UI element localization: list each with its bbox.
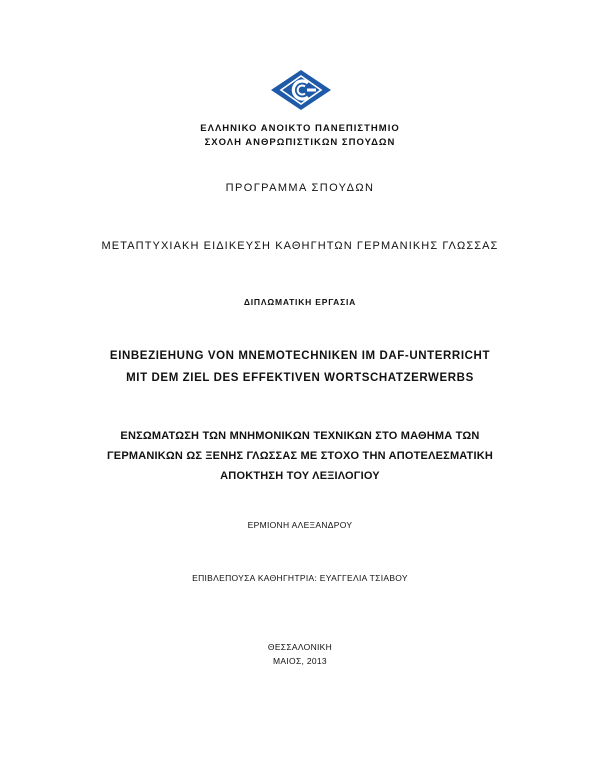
title-gr-line-2: ΓΕΡΜΑΝΙΚΩΝ ΩΣ ΞΕΝΗΣ ΓΛΩΣΣΑΣ ΜΕ ΣΤΟΧΟ ΤΗΝ ΑΠΟΤΕΛΕΣΜΑΤΙΚΗ — [106, 450, 494, 462]
program-heading: ΠΡΟΓΡΑΜΜΑ ΣΠΟΥΔΩΝ — [225, 182, 375, 194]
university-name: ΕΛΛΗΝΙΚΟ ΑΝΟΙΚΤΟ ΠΑΝΕΠΙΣΤΗΜΙΟ — [200, 123, 400, 134]
specialization-heading: ΜΕΤΑΠΤΥΧΙΑΚΗ ΕΙΔΙΚΕΥΣΗ ΚΑΘΗΓΗΤΩΝ ΓΕΡΜΑΝΙΚΗΣ ΓΛΩΣΣΑΣ — [101, 240, 499, 252]
author-name: ΕΡΜΙΟΝΗ ΑΛΕΞΑΝΔΡΟΥ — [247, 520, 353, 530]
title-de-line-1: EINBEZIEHUNG VON MNEMOTECHNIKEN IM DAF-UNTERRICHT — [109, 350, 491, 362]
school-name: ΣΧΟΛΗ ΑΝΘΡΩΠΙΣΤΙΚΩΝ ΣΠΟΥΔΩΝ — [204, 137, 396, 148]
title-gr-line-3: ΑΠΟΚΤΗΣΗ ΤΟΥ ΛΕΞΙΛΟΓΙΟΥ — [220, 470, 380, 482]
city: ΘΕΣΣΑΛΟΝΙΚΗ — [267, 642, 333, 652]
title-gr-line-1: ΕΝΣΩΜΑΤΩΣΗ ΤΩΝ ΜΝΗΜΟΝΙΚΩΝ ΤΕΧΝΙΚΩΝ ΣΤΟ ΜΑΘΗΜΑ ΤΩΝ — [120, 430, 480, 442]
supervisor: ΕΠΙΒΛΕΠΟΥΣΑ ΚΑΘΗΓΗΤΡΙΑ: ΕΥΑΓΓΕΛΙΑ ΤΣΙΑΒΟΥ — [192, 573, 408, 583]
title-de-line-2: MIT DEM ZIEL DES EFFEKTIVEN WORTSCHATZERWERBS — [126, 372, 474, 384]
date: ΜΑΙΟΣ, 2013 — [273, 656, 327, 666]
thesis-type: ΔΙΠΛΩΜΑΤΙΚΗ ΕΡΓΑΣΙΑ — [243, 297, 357, 307]
university-logo-icon — [270, 69, 332, 111]
